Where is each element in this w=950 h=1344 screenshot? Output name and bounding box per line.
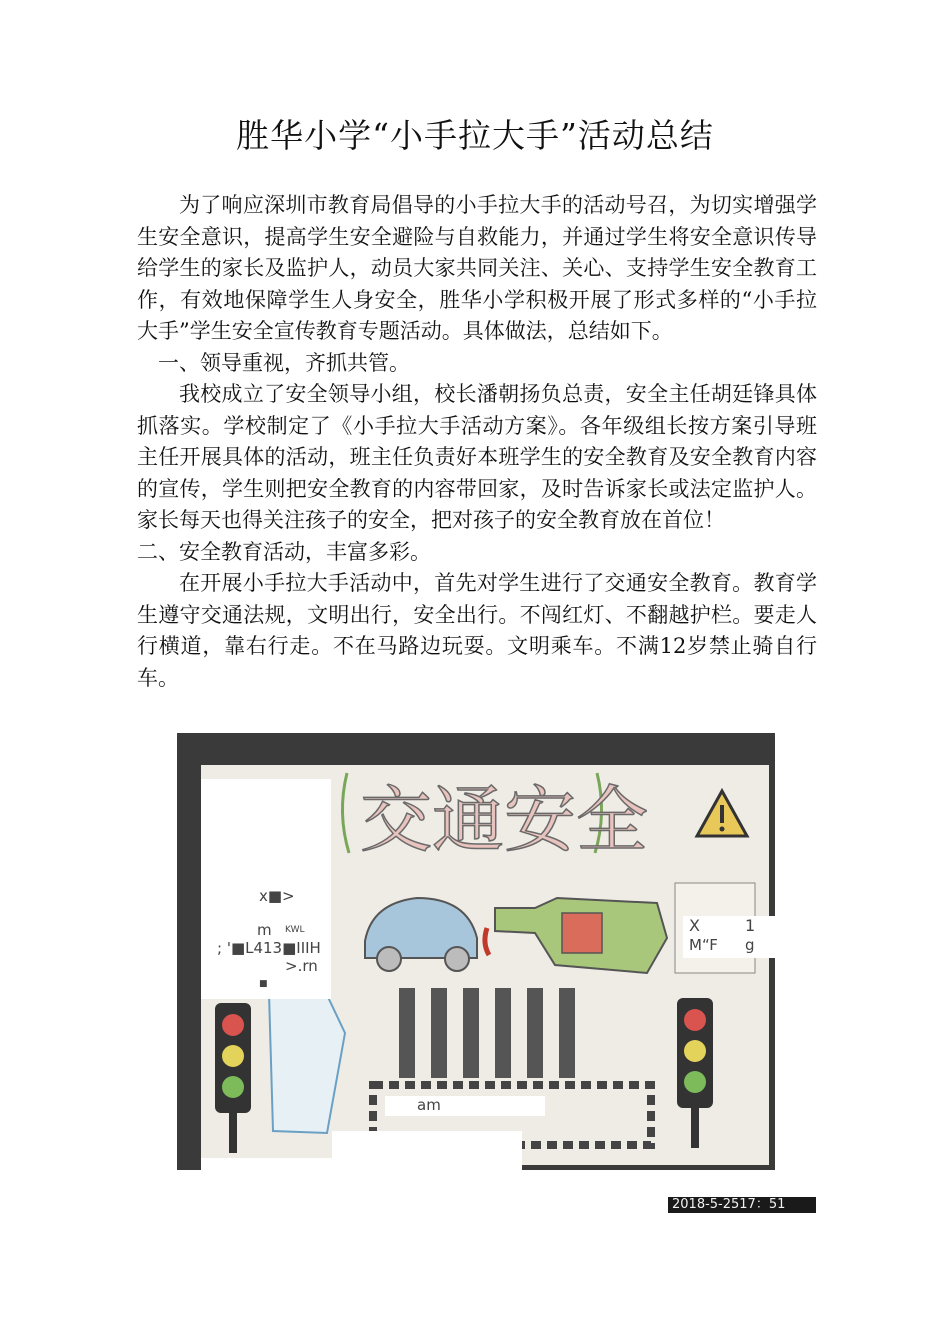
ocr-text: ; '■L413■IIIH bbox=[217, 939, 321, 957]
ocr-text: g bbox=[745, 936, 755, 954]
ocr-text: KWL bbox=[285, 925, 305, 935]
ocr-patch-right bbox=[683, 916, 775, 958]
section-2-paragraph: 在开展小手拉大手活动中，首先对学生进行了交通安全教育。教育学生遵守交通法规，文明出行，安全出行。不闯红灯、不翻越护栏。要走人行横道，靠右行走。不在马路边玩耍。文明乘车。不满12岁禁止骑自行车。 bbox=[137, 571, 817, 690]
document-body bbox=[137, 190, 817, 694]
ocr-text: M“F bbox=[689, 936, 718, 954]
photo-timestamp: 2018-5-2517：51 bbox=[668, 1197, 816, 1213]
ocr-patch-left bbox=[201, 779, 331, 999]
ocr-text: ■ bbox=[259, 979, 268, 989]
ocr-patch-bottom bbox=[385, 1096, 545, 1116]
section-1-paragraph: 我校成立了安全领导小组，校长潘朝扬负总责，安全主任胡廷锋具体抓落实。学校制定了《小手拉大手活动方案》。各年级组长按方案引导班主任开展具体的活动，班主任负责好本班学生的安全教育及安全教育内容的宣传，学生则把安全教育的内容带回家，及时告诉家长或法定监护人。家长每天也得关注孩子的安全，把对孩子的安全教育放在首位！ bbox=[137, 382, 817, 532]
left-scroll bbox=[269, 993, 345, 1133]
section-heading-1: 一、领导重视，齐抓共管。 bbox=[158, 350, 410, 375]
traffic-light-right-icon bbox=[677, 998, 713, 1148]
ocr-patch-bottom-2 bbox=[332, 1131, 522, 1170]
traffic-light-left-icon bbox=[215, 1003, 251, 1153]
ocr-text: 1 bbox=[745, 916, 756, 935]
car-drawing bbox=[365, 898, 477, 971]
poster-headline: 交通安全 bbox=[360, 778, 649, 862]
poster-photo bbox=[177, 733, 775, 1170]
ocr-text: >.rn bbox=[285, 957, 318, 975]
ocr-patch-bottom-3 bbox=[201, 1158, 341, 1170]
section-heading-2: 二、安全教育活动，丰富多彩。 bbox=[137, 539, 431, 564]
zebra-crossing bbox=[399, 988, 575, 1078]
warning-sign-icon bbox=[697, 791, 747, 836]
ocr-text: m bbox=[257, 921, 272, 939]
intro-paragraph: 为了响应深圳市教育局倡导的小手拉大手的活动号召，为切实增强学生安全意识，提高学生安全避险与自救能力，并通过学生将安全意识传导给学生的家长及监护人，动员大家共同关注、关心、支持学生安全教育工作，有效地保障学生人身安全，胜华小学积极开展了形式多样的“小手拉大手”学生安全宣传教育专题活动。具体做法，总结如下。 bbox=[137, 193, 817, 343]
ocr-text: am bbox=[417, 1096, 441, 1114]
ocr-text: X bbox=[689, 916, 700, 935]
page-title: 胜华小学“小手拉大手”活动总结 bbox=[236, 116, 714, 155]
bottle-drawing bbox=[485, 898, 667, 973]
ocr-text: x■> bbox=[259, 887, 295, 905]
